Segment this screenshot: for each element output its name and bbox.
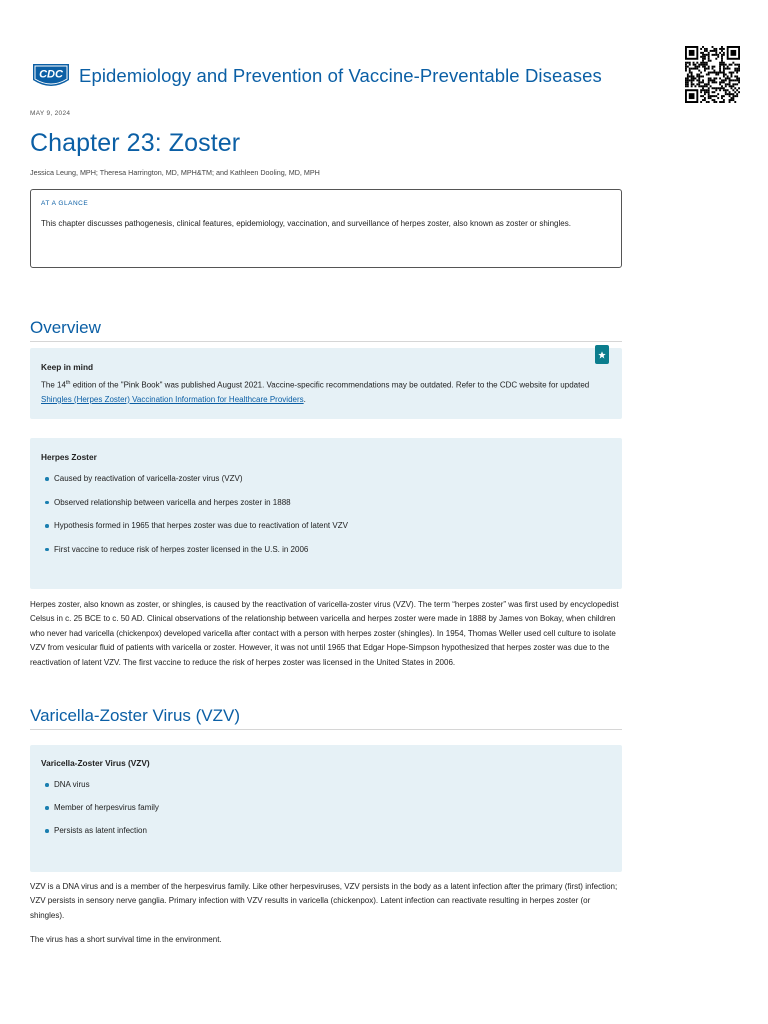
overview-divider [30,341,622,342]
logo-text: CDC [39,68,63,81]
vzv-heading: Varicella-Zoster Virus (VZV) [30,706,241,725]
vzv-list [41,780,611,835]
list-item: Caused by reactivation of varicella-zoster virus (VZV) [41,474,611,483]
herpes-zoster-box-title: Herpes Zoster [41,452,97,462]
herpes-zoster-list [41,474,611,554]
keep-in-mind-text-end: . [303,394,306,404]
at-a-glance-text: This chapter discusses pathogenesis, clinical features, epidemiology, vaccination, and surveillance of herpes zoster, also known as zoster or shingles. [41,219,571,228]
at-a-glance-box [30,189,622,268]
site-header [31,62,602,89]
site-title[interactable]: Epidemiology and Prevention of Vaccine-Preventable Diseases [79,64,602,86]
list-item: DNA virus [41,780,611,789]
authors: Jessica Leung, MPH; Theresa Harrington, MD, MPH&TM; and Kathleen Dooling, MD, MPH [30,168,320,177]
overview-paragraph: Herpes zoster, also known as zoster, or shingles, is caused by the reactivation of varicella-zoster virus (VZV). The term “herpes zoster” was first used by encyclopedist Celsus in c. 25 BCE to c. 50 AD. Clinical observations of the relationship between varicella and herpes zoster were made in 1888 by James von Bokay, when children who never had varicella (chickenpox) developed varicella after contact with a person with herpes zoster (shingles). In 1954, Thomas Weller used cell culture to isolate VZV from vesicular fluid of patients with varicella or zoster. However, it was not until 1965 that Edgar Hope-Simpson hypothesized that herpes zoster was due to the reactivation of latent VZV. The first vaccine to reduce the risk of herpes zoster was licensed in the United States in 2006. [30,600,619,667]
list-item: Member of herpesvirus family [41,803,611,812]
vzv-divider [30,729,622,730]
publish-date: MAY 9, 2024 [30,110,71,117]
vzv-box-title: Varicella-Zoster Virus (VZV) [41,758,150,768]
vzv-paragraph-2: The virus has a short survival time in the environment. [30,935,222,944]
keep-in-mind-title: Keep in mind [41,362,94,372]
overview-heading: Overview [30,318,101,337]
cdc-logo[interactable] [31,62,71,89]
keep-in-mind-text-part: edition of the "Pink Book" was published August 2021. Vaccine-specific recommendations may be outdated. Refer to the CDC website for updated [70,380,590,390]
at-a-glance-label: AT A GLANCE [41,200,89,207]
bookmark-star-icon[interactable] [595,345,609,364]
vzv-box [30,745,622,872]
list-item: Persists as latent infection [41,826,611,835]
page-title: Chapter 23: Zoster [30,129,241,157]
vzv-paragraph-1: VZV is a DNA virus and is a member of the herpesvirus family. Like other herpesviruses, VZV persists in the body as a latent infection after the primary (first) infection; VZV persists in sensory nerve ganglia. Primary infection with VZV results in varicella (chickenpox). Latent infection can reactivate resulting in herpes zoster (or shingles). [30,882,618,920]
keep-in-mind-box [30,348,622,419]
list-item: Hypothesis formed in 1965 that herpes zoster was due to reactivation of latent VZV [41,521,611,530]
qr-code [685,46,740,103]
list-item: First vaccine to reduce risk of herpes zoster licensed in the U.S. in 2006 [41,545,611,554]
shingles-vaccination-link[interactable]: Shingles (Herpes Zoster) Vaccination Information for Healthcare Providers [41,394,304,404]
edition-superscript: th [65,380,71,386]
herpes-zoster-box [30,438,622,589]
keep-in-mind-text [41,376,611,407]
list-item: Observed relationship between varicella and herpes zoster in 1888 [41,498,611,507]
keep-in-mind-text-part: The 14 [41,380,66,390]
